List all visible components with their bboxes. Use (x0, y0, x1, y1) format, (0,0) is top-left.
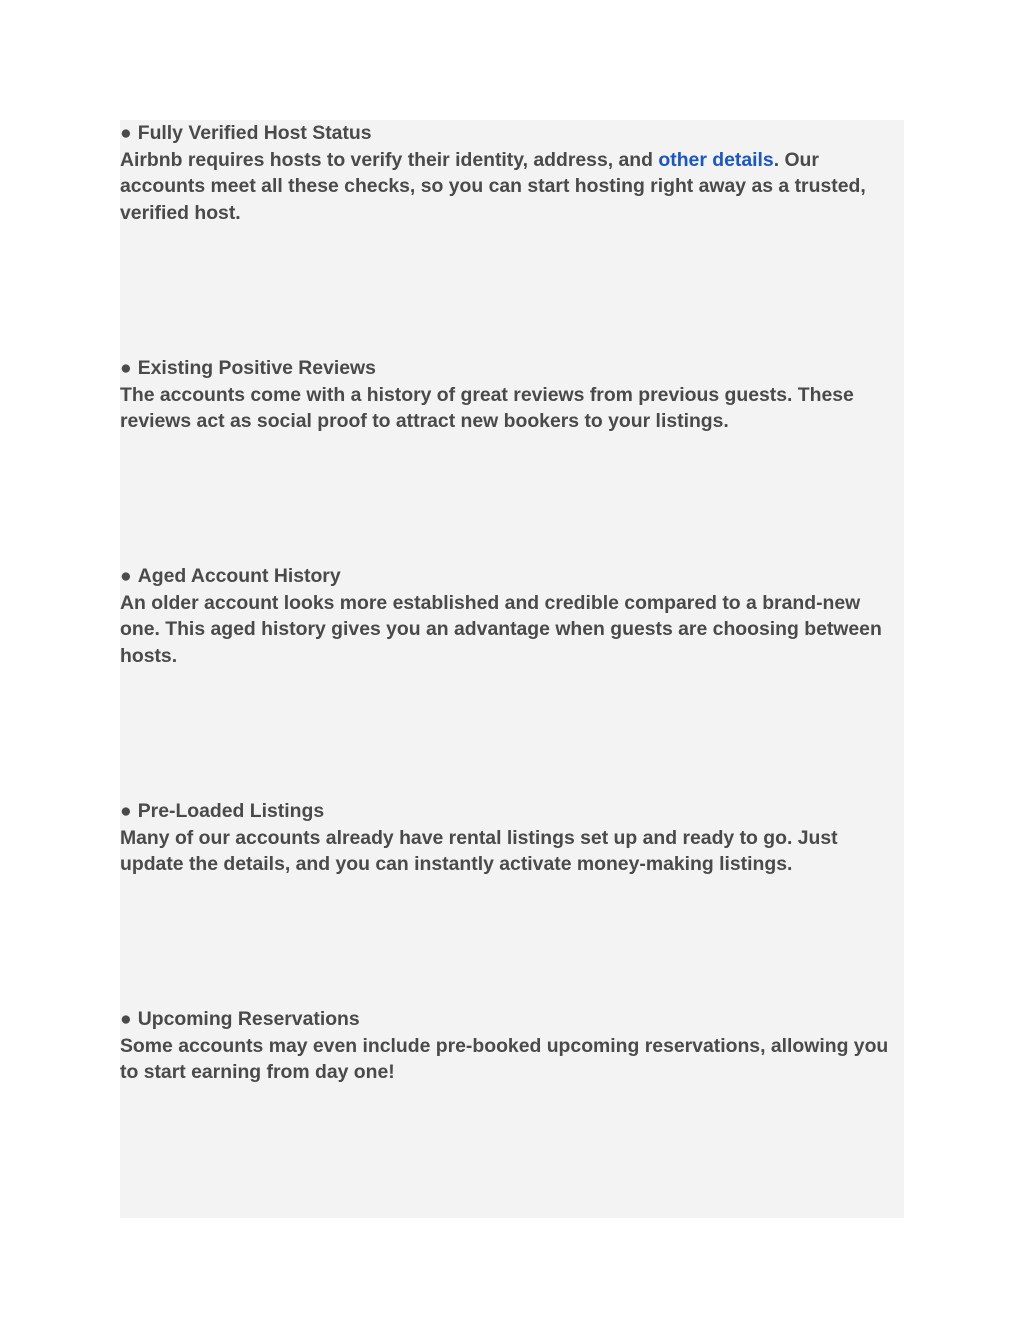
section-heading-text: Upcoming Reservations (137, 1008, 360, 1030)
section-pre-loaded-listings (120, 798, 904, 878)
section-body: Many of our accounts already have rental listings set up and ready to go. Just update the details, and you can instantly activate money-making listings. (120, 826, 838, 876)
bullet-icon: ● (120, 800, 132, 822)
section-body: An older account looks more established and credible compared to a brand-new one. This aged history gives you an advantage when guests are choosing between hosts. (120, 591, 882, 668)
section-body: Some accounts may even include pre-booked upcoming reservations, allowing you to start earning from day one! (120, 1034, 889, 1084)
section-aged-account-history (120, 563, 904, 670)
section-heading (120, 355, 904, 382)
section-upcoming-reservations (120, 1006, 904, 1086)
bullet-icon: ● (120, 565, 132, 587)
section-heading (120, 563, 904, 590)
bullet-icon: ● (120, 122, 132, 144)
section-heading-text: Existing Positive Reviews (137, 357, 376, 379)
section-heading-text: Pre-Loaded Listings (137, 800, 325, 822)
bullet-icon: ● (120, 357, 132, 379)
section-body-text-end: . Our accounts meet all these checks, so you can start hosting right away as a trusted, verified host. (120, 148, 866, 225)
section-heading (120, 120, 904, 147)
bullet-icon: ● (120, 1008, 132, 1030)
section-heading-text: Aged Account History (137, 565, 341, 587)
section-heading (120, 1006, 904, 1033)
section-existing-positive-reviews (120, 355, 904, 435)
section-body-text-start: Airbnb requires hosts to verify their identity, address, and (120, 148, 659, 171)
content-panel (120, 120, 904, 1218)
other-details-link[interactable]: other details (658, 148, 774, 171)
section-heading (120, 798, 904, 825)
section-fully-verified-host-status (120, 120, 904, 227)
section-body (120, 147, 904, 227)
section-heading-text: Fully Verified Host Status (137, 122, 372, 144)
section-body: The accounts come with a history of great reviews from previous guests. These reviews act as social proof to attract new bookers to your listings. (120, 383, 854, 433)
